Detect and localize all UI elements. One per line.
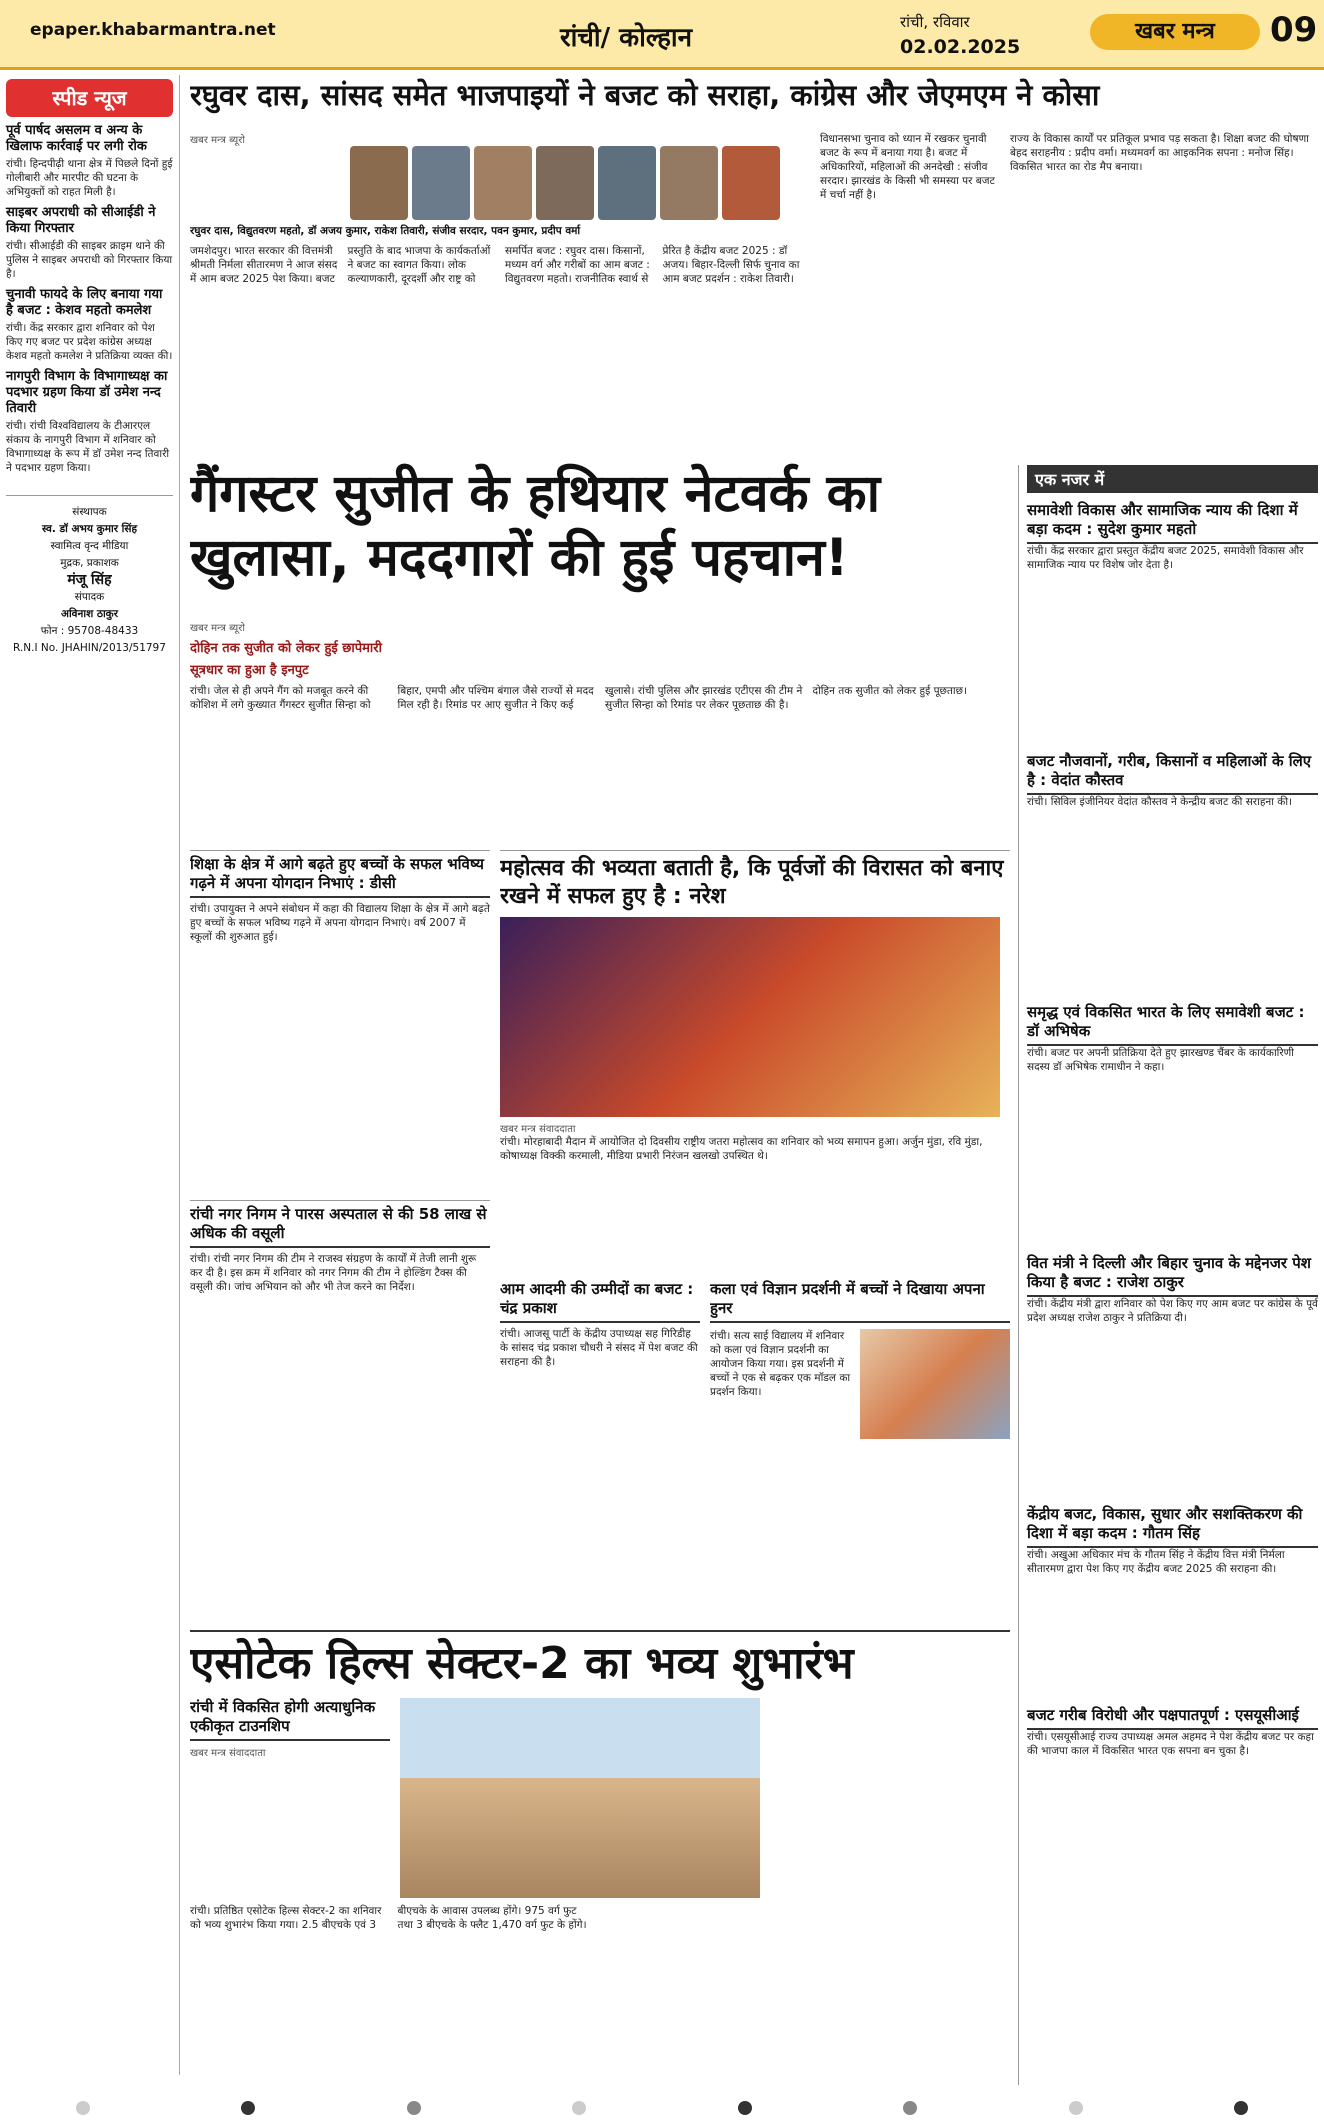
list-item-text: रांची। केंद्र सरकार द्वारा प्रस्तुत केंद्रीय बजट 2025, समावेशी विकास और सामाजिक न्याय पर विशेष जोर देता है। [1027,545,1304,571]
top-story-body: जमशेदपुर। भारत सरकार की वित्तमंत्री श्रीमती निर्मला सीतारमण ने आज संसद में आम बजट 2025 पेश किया। बजट प्रस्तुति के बाद भाजपा के कार्यकर्ताओं ने बजट का स्वागत किया। लोक कल्याणकारी, दूरदर्शी और राष्ट्र को समर्पित बजट : रघुवर दास। किसानों, मध्यम वर्ग और गरीबों का आम बजट : विद्युतवरण महतो। राजनीतिक स्वार्थ से प्रेरित है केंद्रीय बजट 2025 : डॉ अजय। बिहार-दिल्ली सिर्फ चुनाव का आम बजट प्रदर्शन : राकेश तिवारी। [190,245,800,285]
sidebar-item-head: नागपुरी विभाग के विभागाध्यक्ष का पदभार ग्रहण किया डॉ उमेश नन्द तिवारी [6,369,168,416]
list-item [1027,501,1318,744]
portrait-photo [350,146,408,220]
phone: फोन : 95708-48433 [40,625,139,637]
edition-city: रांची/ कोल्हान [560,23,693,53]
edition-date: 02.02.2025 [900,36,1021,58]
sidebar-item-text: रांची। सीआईडी की साइबर क्राइम थाने की पुलिस ने साइबर अपराधी को गिरफ्तार किया है। [6,240,173,280]
brand-logo: खबर मन्त्र [1090,14,1260,50]
registration-mark [1069,2101,1083,2115]
list-item [1027,1706,1318,1880]
asotech-headline[interactable]: एसोटेक हिल्स सेक्टर-2 का भव्य शुभारंभ [190,1638,854,1689]
byline: खबर मन्त्र ब्यूरो [190,135,245,146]
list-item-text: रांची। केंद्रीय मंत्री द्वारा शनिवार को पेश किए गए आम बजट पर कांग्रेस के पूर्व प्रदेश अध्यक्ष राजेश ठाकुर ने प्रतिक्रिया दी। [1027,1298,1318,1324]
sidebar-item-head: चुनावी फायदे के लिए बनाया गया है बजट : केशव महतो कमलेश [6,287,163,318]
top-story [190,132,810,462]
kala-headline[interactable]: कला एवं विज्ञान प्रदर्शनी में बच्चों ने दिखाया अपना हुनर [710,1280,1010,1323]
registration-mark [903,2101,917,2115]
aam-admi-body: रांची। आजसू पार्टी के केंद्रीय उपाध्यक्ष सह गिरिडीह के सांसद चंद्र प्रकाश चौधरी ने संसद में पेश बजट की सराहना की है। [500,1328,698,1368]
registration-mark [1234,2101,1248,2115]
speed-news-badge: स्पीड न्यूज [6,79,173,117]
list-item [1027,1505,1318,1698]
school-story-headline[interactable]: शिक्षा के क्षेत्र में आगे बढ़ते हुए बच्चों के सफल भविष्य गढ़ने में अपना योगदान निभाएं : डीसी [190,855,490,898]
subhead: दोहिन तक सुजीत को लेकर हुई छापेमारी [190,641,382,656]
top-story-headline[interactable]: रघुवर दास, सांसद समेत भाजपाइयों ने बजट को सराहा, कांग्रेस और जेएमएम ने कोसा [190,78,1100,112]
list-item-text: रांची। बजट पर अपनी प्रतिक्रिया देते हुए झारखण्ड चैंबर के कार्यकारिणी सदस्य डॉ अभिषेक रामाधीन ने कहा। [1027,1047,1294,1073]
ek-nazar-label: एक नजर में [1027,465,1318,493]
founder-name: स्व. डॉ अभय कुमार सिंह [41,523,138,535]
owner: स्वामित्व वृन्द मीडिया [50,540,129,552]
portrait-photo [722,146,780,220]
byline: खबर मन्त्र ब्यूरो [190,623,245,634]
aam-admi-story [500,1280,700,1620]
asotech-subhead: रांची में विकसित होगी अत्याधुनिक एकीकृत टाउनशिप [190,1698,390,1741]
nagar-story [190,1200,490,1620]
list-item-text: रांची। अखुआ अधिकार मंच के गौतम सिंह ने केंद्रीय वित्त मंत्री निर्मला सीतारमण द्वारा पेश किए गए केंद्रीय बजट 2025 की सराहना की। [1027,1549,1285,1575]
school-story [190,850,490,1190]
school-story-body: रांची। उपायुक्त ने अपने संबोधन में कहा की विद्यालय शिक्षा के क्षेत्र में आगे बढ़ते हुए बच्चों के सफल भविष्य गढ़ने में अपना योगदान निभाएं। वर्ष 2007 में स्कूलों की शुरुआत हुई। [190,903,490,943]
mahotsav-body: रांची। मोरहाबादी मैदान में आयोजित दो दिवसीय राष्ट्रीय जतरा महोत्सव का शनिवार को भव्य समापन हुआ। अर्जुन मुंडा, रवि मुंडा, कोषाध्यक्ष विक्की करमाली, मीडिया प्रभारी निरंजन खलखो उपस्थित थे। [500,1136,983,1162]
sidebar-item-text: रांची। हिन्दपीढ़ी थाना क्षेत्र में पिछले दिनों हुई गोलीबारी और मारपीट की घटना के अभियुक्तों को राहत मिली है। [6,158,173,198]
top-story-right-col-2: राज्य के विकास कार्यों पर प्रतिकूल प्रभाव पड़ सकता है। शिक्षा बजट की घोषणा बेहद सराहनीय : प्रदीप वर्मा। मध्यमवर्ग का आइकनिक सपना : मनोज सिंह। विकसित भारत का रोड मैप बनाया। [1010,133,1309,173]
registration-mark [572,2101,586,2115]
list-item-head[interactable]: बजट गरीब विरोधी और पक्षपातपूर्ण : एसयूसीआई [1027,1706,1318,1730]
registration-mark [241,2101,255,2115]
registration-mark [738,2101,752,2115]
ek-nazar-column [1018,465,1318,2085]
mega-headline-box [190,462,1010,612]
list-item [1027,1254,1318,1497]
registration-mark [76,2101,90,2115]
list-item-head[interactable]: वित मंत्री ने दिल्ली और बिहार चुनाव के मद्देनजर पेश किया है बजट : राजेश ठाकुर [1027,1254,1318,1297]
top-story-right-col: विधानसभा चुनाव को ध्यान में रखकर चुनावी बजट के रूप में बनाया गया है। बजट में अधिकारियों, महिलाओं की अनदेखी : संजीव सरदार। झारखंड के किसी भी समस्या पर बजट में चर्चा नहीं है। [820,133,995,201]
aam-admi-headline[interactable]: आम आदमी की उम्मीदों का बजट : चंद्र प्रकाश [500,1280,700,1323]
place-day: रांची, रविवार [900,13,970,31]
print-registration-bar [0,2090,1324,2125]
rni-number: R.N.I No. JHAHIN/2013/51797 [13,642,166,654]
mahotsav-story [500,850,1010,1270]
imprint [6,495,173,655]
portrait-photo [660,146,718,220]
nagar-story-body: रांची। रांची नगर निगम की टीम ने राजस्व संग्रहण के कार्यों में तेजी लानी शुरू कर दी है। इस क्रम में शनिवार को नगर निगम की टीम ने होल्डिंग टैक्स की वसूली की। जांच अभियान को और भी तेज करने का निर्देश। [190,1253,477,1293]
sidebar-item-text: रांची। केंद्र सरकार द्वारा शनिवार को पेश किए गए बजट पर प्रदेश कांग्रेस अध्यक्ष केशव महतो कमलेश ने प्रतिक्रिया व्यक्त की। [6,322,173,362]
leader-photos [350,146,810,220]
sidebar-item [6,369,173,475]
list-item-text: रांची। सिविल इंजीनियर वेदांत कौस्तव ने केन्द्रीय बजट की सराहना की। [1027,796,1293,808]
sidebar-item-head: पूर्व पार्षद असलम व अन्य के खिलाफ कार्रवाई पर लगी रोक [6,123,147,154]
speed-news-sidebar [0,75,180,2075]
list-item-head[interactable]: समावेशी विकास और सामाजिक न्याय की दिशा में बड़ा कदम : सुदेश कुमार महतो [1027,501,1318,544]
kala-story [710,1280,1010,1620]
portrait-photo [598,146,656,220]
registration-mark [407,2101,421,2115]
portrait-photo [412,146,470,220]
sidebar-item-head: साइबर अपराधी को सीआईडी ने किया गिरफ्तार [6,205,156,236]
editor-name: अविनाश ठाकुर [60,608,119,620]
mahotsav-headline[interactable]: महोत्सव की भव्यता बताती है, कि पूर्वजों की विरासत को बनाए रखने में सफल हुए है : नरेश [500,856,1004,909]
list-item-text: रांची। एसयूसीआई राज्य उपाध्यक्ष अमल अहमद ने पेश केंद्रीय बजट पर कहा की भाजपा काल में विकसित भारत एक सपना बन चुका है। [1027,1731,1314,1757]
list-item-head[interactable]: समृद्ध एवं विकसित भारत के लिए समावेशी बजट : डॉ अभिषेक [1027,1003,1318,1046]
photo-caption: रघुवर दास, विद्युतवरण महतो, डॉ अजय कुमार, राकेश तिवारी, संजीव सरदार, पवन कुमार, प्रदीप वर्मा [190,225,581,237]
sidebar-item [6,123,173,199]
page-number: 09 [1270,10,1318,50]
township-photo [400,1698,760,1898]
exhibition-photo [860,1329,1010,1439]
publisher-name: मंजू सिंह [67,572,112,588]
sidebar-item [6,205,173,281]
editor-label: संपादक [74,591,105,603]
top-story-headline-box [190,78,1324,128]
asotech-body: रांची। प्रतिष्ठित एसोटेक हिल्स सेक्टर-2 का शनिवार को भव्य शुभारंभ किया गया। 2.5 बीएचके एवं 3 बीएचके के आवास उपलब्ध होंगे। 975 वर्ग फुट तथा 3 बीएचके के फ्लैट 1,470 वर्ग फुट के होंगे। [190,1905,587,1931]
site-url[interactable]: epaper.khabarmantra.net [30,20,276,40]
publisher-label: मुद्रक, प्रकाशक [60,557,119,569]
sidebar-item [6,287,173,363]
mega-story-body: रांची। जेल से ही अपने गैंग को मजबूत करने की कोशिश में लगे कुख्यात गैंगस्टर सुजीत सिन्हा को बिहार, एमपी और पश्चिम बंगाल जैसे राज्यों से मदद मिल रही है। रिमांड पर आए सुजीत ने किए कई खुलासे। रांची पुलिस और झारखंड एटीएस की टीम ने सुजीत सिन्हा को रिमांड पर लेकर पूछताछ की है। दोहिन तक सुजीत को लेकर हुई पूछताछ। [190,685,967,711]
portrait-photo [474,146,532,220]
mega-headline-line1[interactable]: गैंगस्टर सुजीत के हथियार नेटवर्क का [190,464,881,524]
event-photo [500,917,1000,1117]
kala-body: रांची। सत्य साई विद्यालय में शनिवार को कला एवं विज्ञान प्रदर्शनी का आयोजन किया गया। इस प्रदर्शनी में बच्चों ने एक से बढ़कर एक मॉडल का प्रदर्शन किया। [710,1330,851,1398]
mega-headline-line2[interactable]: खुलासा, मददगारों की हुई पहचान! [190,528,849,588]
list-item-head[interactable]: बजट नौजवानों, गरीब, किसानों व महिलाओं के लिए है : वेदांत कौस्तव [1027,752,1318,795]
list-item [1027,1003,1318,1246]
portrait-photo [536,146,594,220]
asotech-story [190,1630,1010,2080]
byline: खबर मन्त्र संवाददाता [190,1748,266,1759]
list-item [1027,752,1318,995]
sidebar-item-text: रांची। रांची विश्वविद्यालय के टीआरएल संकाय के नागपुरी विभाग में शनिवार को विभागाध्यक्ष के रूप में डॉ उमेश नन्द तिवारी ने पदभार ग्रहण किया। [6,420,170,474]
subhead: सूत्रधार का हुआ है इनपुट [190,663,309,678]
mega-story [190,620,1010,840]
list-item-head[interactable]: केंद्रीय बजट, विकास, सुधार और सशक्तिकरण की दिशा में बड़ा कदम : गौतम सिंह [1027,1505,1318,1548]
masthead [0,0,1324,70]
byline: खबर मन्त्र संवाददाता [500,1124,576,1135]
founder-label: संस्थापक [72,506,107,518]
nagar-story-headline[interactable]: रांची नगर निगम ने पारस अस्पताल से की 58 लाख से अधिक की वसूली [190,1205,490,1248]
